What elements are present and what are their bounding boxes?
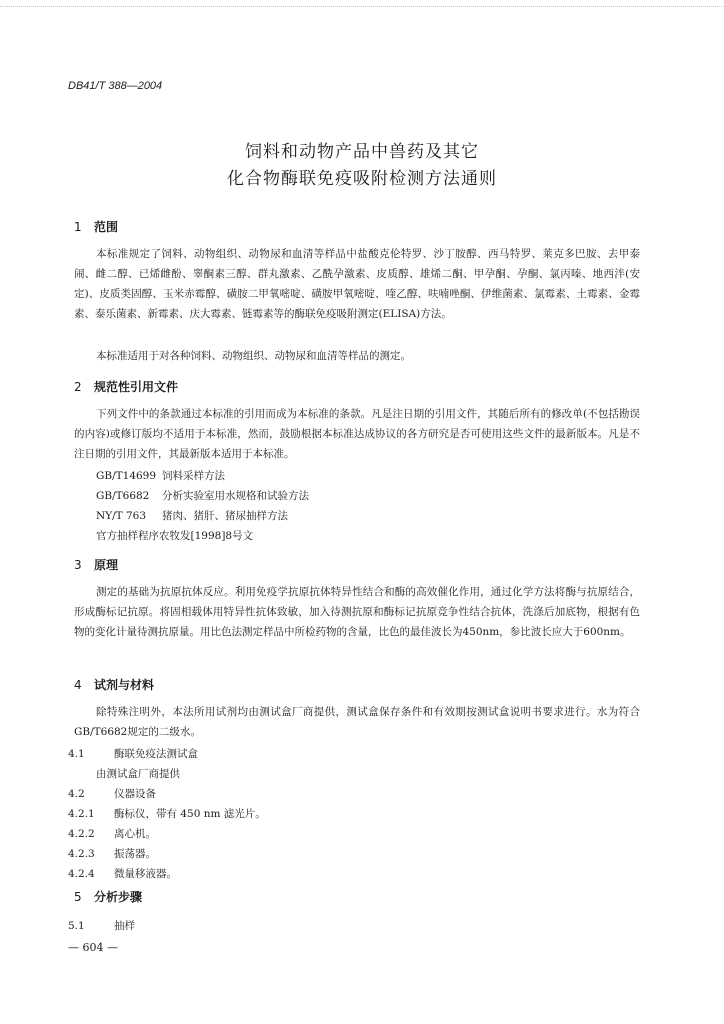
clause-text: 抽样 (114, 920, 135, 932)
section-title: 原理 (94, 558, 119, 572)
section-1-paragraph-1: 本标准规定了饲料、动物组织、动物尿和血清等样品中盐酸克伦特罗、沙丁胺醇、西马特罗、莱克多巴胺、去甲泰闹、雌二醇、已烯雌酚、睾酮素三醇、群丸激素、乙酰孕激素、皮质醇、雄烯二酮、甲孕酮、孕酮、氯丙嗪、地西泮(安定)、皮质类固醇、玉米赤霉醇、磺胺二甲氧嘧啶、磺胺甲氧嘧啶、喹乙醇、呋喃唑酮、伊维菌素、氯霉素、土霉素、金霉素、泰乐菌素、新霉素、庆大霉素、链霉素等的酶联免疫吸附测定(ELISA)方法。 (74, 248, 640, 320)
reference-code: GB/T14699 (96, 470, 157, 482)
section-title: 范围 (94, 220, 119, 234)
clause-code: 4.2.2 (68, 828, 95, 840)
clause-item (68, 846, 156, 861)
reference-item-official: 官方抽样程序农牧发[1998]8号文 (96, 530, 254, 542)
document-title-line-2: 化合物酶联免疫吸附检测方法通则 (227, 169, 497, 189)
clause-item (68, 866, 177, 881)
clause-text: 酶联免疫法测试盒 (114, 748, 198, 760)
section-4-heading (74, 676, 154, 693)
reference-item (96, 468, 225, 483)
section-5-heading (74, 888, 142, 905)
scan-edge-line (0, 6, 724, 8)
section-number: 1 (74, 220, 82, 234)
section-2-heading (74, 378, 178, 395)
clause-code: 4.2.3 (68, 848, 95, 860)
reference-code: GB/T6682 (96, 490, 150, 502)
section-number: 3 (74, 558, 82, 572)
section-number: 5 (74, 890, 82, 904)
reference-item (96, 508, 288, 523)
reference-text: 分析实验室用水规格和试验方法 (162, 490, 309, 502)
section-1-heading (74, 218, 118, 235)
reference-code: NY/T 763 (96, 510, 147, 522)
clause-code: 4.1 (68, 748, 85, 760)
clause-item (68, 918, 135, 933)
section-title: 规范性引用文件 (94, 380, 179, 394)
reference-text: 饲料采样方法 (162, 470, 225, 482)
clause-text: 离心机。 (114, 828, 156, 840)
document-title-line-1: 饲料和动物产品中兽药及其它 (245, 142, 479, 162)
clause-code: 4.2 (68, 788, 85, 800)
section-1-paragraph-2: 本标准适用于对各种饲料、动物组织、动物尿和血清等样品的测定。 (96, 350, 411, 362)
standard-code: DB41/T 388—2004 (68, 80, 163, 92)
clause-code: 4.2.1 (68, 808, 95, 820)
section-title: 试剂与材料 (94, 678, 155, 692)
clause-item (68, 786, 156, 801)
clause-text: 仪器设备 (114, 788, 156, 800)
section-4-paragraph-1: 除特殊注明外，本法所用试剂均由测试盒厂商提供，测试盒保存条件和有效期按测试盒说明书要求进行。水为符合GB/T6682规定的二级水。 (74, 706, 640, 738)
section-title: 分析步骤 (94, 890, 143, 904)
page-number: — 604 — (68, 941, 118, 954)
clause-item (68, 826, 156, 841)
clause-note: 由测试盒厂商提供 (96, 768, 180, 780)
section-3-paragraph-1: 测定的基础为抗原抗体反应。利用免疫学抗原抗体特异性结合和酶的高效催化作用，通过化学方法将酶与抗原结合，形成酶标记抗原。将固相载体用特异性抗体致敏，加入待测抗原和酶标记抗原竞争性结合抗体，洗涤后加底物，根据有色物的变化计量待测抗原量。用比色法测定样品中所检药物的含量，比色的最佳波长为450nm，参比波长应大于600nm。 (74, 586, 640, 638)
clause-text: 振荡器。 (114, 848, 156, 860)
clause-item (68, 806, 266, 821)
clause-item (68, 746, 198, 761)
reference-text: 猪肉、猪肝、猪尿抽样方法 (162, 510, 288, 522)
clause-code: 4.2.4 (68, 868, 95, 880)
section-3-heading (74, 556, 118, 573)
reference-item (96, 488, 309, 503)
section-number: 4 (74, 678, 82, 692)
clause-text: 酶标仪，带有 450 nm 滤光片。 (114, 808, 266, 820)
section-2-paragraph-1: 下列文件中的条款通过本标准的引用而成为本标准的条款。凡是注日期的引用文件，其随后所有的修改单(不包括勘误的内容)或修订版均不适用于本标准，然而，鼓励根据本标准达成协议的各方研究是否可使用这些文件的最新版本。凡是不注日期的引用文件，其最新版本适用于本标准。 (74, 408, 640, 460)
section-number: 2 (74, 380, 82, 394)
clause-code: 5.1 (68, 920, 85, 932)
clause-text: 微量移液器。 (114, 868, 177, 880)
